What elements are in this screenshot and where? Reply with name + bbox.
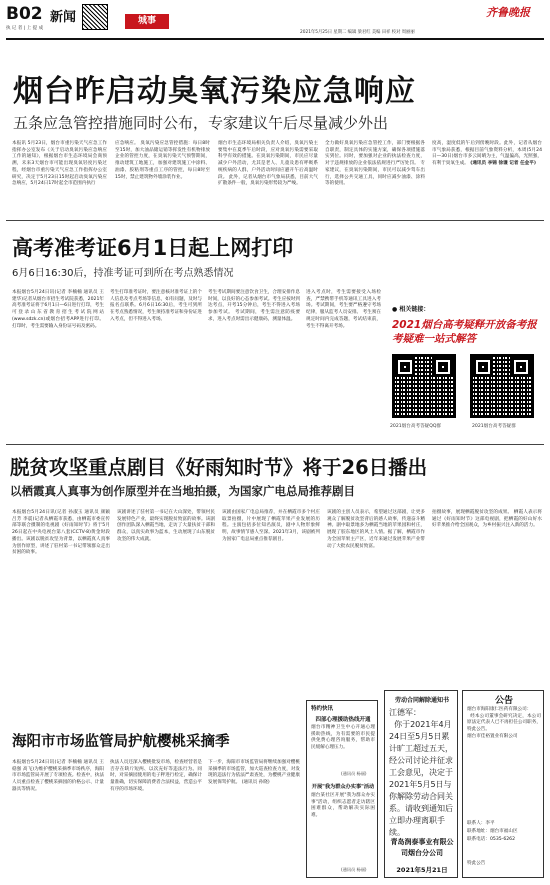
notice2-contact-phone: 联系电话：0535-6262 [467,837,516,842]
story3-col-2: 该剧讲述了驻村第一书记在大山深处，带领村民发展特色产业，最终实现脱贫致富的故事。该剧创作团队深入栖霞当地，走访了大量扶贫干部和群众，以真实故事为蓝本，生动展现了山东脱贫攻坚的伟大成就。 [117,510,215,542]
story4-col-2: 执法人员还深入樱桃批发市场，检查经营者是否存在缺斤短两、以次充好等违法行为。同时，对采摘园使用的电子秤进行检定，确保计量准确，切实保障消费者合法权益，营造公平有序的市场环境。 [110,760,202,792]
promo-label [392,304,429,313]
editor-line: 执 记 者 | 上 提 成 [6,26,44,31]
story1-col-5-text: 度高，湿度低的午后到傍晚时段。此外，记者从烟台市气象局获悉，根据目前气象资料分析，本周(5月24日—30日)烟台市多云间晴为主，气温偏高，光照强，有利于臭氧生成。 [432,141,542,167]
story1-col-2: 应急响应。 臭氧污染应急管控措施：每日8时至15时，加大油品储运销等挥发性有机物排放企业的管控力度，在臭氧污染天气预警期间，推动建筑工地施工，加强对建筑施工中涂料、油漆、胶粘剂等重点工序的管控，每日8时至15时，禁止建筑物外墙涂装作业。 [115,141,210,180]
notice2-footer: 特此公告 [467,861,486,866]
story3-col-3: 该剧由国家广电总局推荐，并在栖霞市多个村庄取景拍摄，片中展现了栖霞苹果产业发展的历程。主演包括多位知名演员，剧中人物形象鲜明，故事情节感人至深。2021年3月，该剧被列为国家广电总局重点推荐剧目。 [222,510,320,542]
story4-col-1: 本报烟台5月24日讯(记者 李楠楠 通讯员 王稳强 高飞)为维护樱桃采摘季市场秩序，海阳市市场监管局开展了专项检查。检查中，执法人员重点检查了樱桃采摘园的价格公示、计量器具等情况。 [12,760,104,792]
qr-mini [82,4,108,30]
promo-box [388,270,542,444]
bulletin-item1-text: 烟台市精神卫生中心开通心理援助热线，为有需要的市民提供免费心理咨询服务，帮助市民缓解心理压力。 [311,725,375,751]
page-number: B02 [6,4,43,24]
notice2-title: 公告 [494,696,513,706]
story2-headline: 高考准考证6月1日起上网打印 [12,236,294,260]
promo-label-text: 相关链接： [399,306,430,313]
notice2-body: 烟台市海阳康仁医药有限公司： 经本公司董事会研究决定，本公司原法定代表人已不再担任公司职务，特此公告。 烟台市佳裕置业有限公司 [467,707,541,739]
link-icon: ● [392,306,398,313]
story1-subhead: 五条应急管控措施同时公布，专家建议午后尽量减少外出 [13,114,389,132]
story3-col-4: 该剧的主创人员表示，希望通过这部剧，让更多观众了解脱贫攻坚背后的感人故事，传递奋斗精神。剧中取景地多为栖霞当地的苹果园和村庄，展现了胶东地区的风土人情。据了解，栖霞市作为全国苹果主产区，近年来通过发展苹果产业带动了大批农民脱贫致富。 [327,510,425,549]
story1-col-1: 本报讯 5月23日，烟台市重污染天气应急工作指挥办公室发布《关于启动臭氧污染应急响应工作的通知》，根据烟台市生态环境局会商预测，未来3天烟台市可能出现臭氧轻度污染过程，经烟台市重污染天气应急工作指挥办公室研究，决定于5月23日15时起启动臭氧污染应急响应，5月24日17时起全市范围内执行 [12,141,107,187]
story3-col-1: 本报烟台5月24日讯(记者 孙淑玉 通讯员 颜颖 吕芳 李震)记者从栖霞市获悉，由栖霞市委宣传部等联合摄制的电视剧《好雨知时节》将于5月26日起在中央电视台第八套(CCTV-8)黄金时段播出。该剧以脱贫攻坚为背景，以栖霞真人真事为创作原型，讲述了驻村第一书记带领群众走出贫困的故事。 [12,510,110,556]
story2-col-4: 进入考点时，考生需要接受入场检查，严禁携带手机等通讯工具进入考场。考试期间，考生要严格遵守考场纪律，服从监考人员安排。 考生须在规定时间内完成答题，考试结束前，考生不得离开考场。 [306,290,381,329]
story2-col-1: 本报烟台5月24日讯(记者 李楠楠 通讯员 王建华)记者从烟台市招生考试院获悉，2021年高考准考证将于6月1日—6日进行打印，考生可登录山东省教育招生考试院网站(www.sdzk.cn)或烟台招考APP进行打印。打印时，考生需要输入身份证号码及密码。 [12,290,104,329]
story1-col-5 [432,141,542,217]
paper-logo: 齐鲁晚报 [486,6,530,19]
bulletin-box [306,700,378,878]
story2-col-2: 考生打印准考证时，要注意核对准考证上的个人信息及考点考场等信息，如有问题，及时与报名点联系。6月6日16:30后，考生可到所在考点熟悉情况，考生须持准考证和身份证进入考点，但不得进入考场。 [110,290,202,322]
masthead [0,0,550,42]
masthead-rule [6,38,544,40]
bulletin-label: 特约快讯 [311,706,334,712]
notice2-contact-addr: 联系地址：烟台市福山区 [467,829,518,834]
section-tag: 城事 [125,14,169,29]
notice1-date: 2021年5月21日 [396,866,448,874]
story1-col-4: 全力做好臭氧污染应急管控工作，部门要根据各自职责，制定具体的实施方案，确保各项措施落实到位。同时，要加强对企业的执法检查力度，对于违规排放的企业依法依规进行严厉处罚。 专家建议，在臭氧污染期间，市民可以减少驾车出行，选择公共交通工具，同时应减少油漆、涂料等的使用。 [325,141,425,187]
story1-rule [6,220,544,221]
story3-col-5: 拍摄故事，展现栖霞脱贫攻坚的成果。 栖霞人表示将通过《好雨知时节》这部电视剧，把栖霞的好山好水好苹果推介给全国观众，为乡村振兴注入新的活力。 [432,510,542,529]
story4-headline: 海阳市市场监管局护航樱桃采摘季 [12,734,230,750]
bulletin-item2-text: 烟台某社区开展"我为群众办实事"活动，组织志愿者走访辖区困难群众，帮助解决实际困难。 [311,793,375,819]
story1-byline: (通讯员 李锦 徐谦 记者 任金平) [470,161,536,167]
story2-rule [6,444,544,445]
notice1-company: 青岛润泰事业有限公司烟台分公司 [390,838,454,857]
story4-col-3: 下一步，海阳市市场监管局将继续加强对樱桃采摘季的市场监管，加大巡查检查力度，对发现的违法行为依法严肃查处，为樱桃产业健康发展保驾护航。 (通讯员 孙晓) [208,760,300,786]
story2-subhead: 6月6日16:30后，持准考证可到所在考点熟悉情况 [12,268,234,279]
qr2-caption: 2021烟台高考答疑群 [472,424,516,429]
notice1-title: 劳动合同解除通知书 [394,697,449,704]
story1-col-3: 烟台市生态环境局相关负责人介绍，臭氧污染主要集中在夏季午后时段，应对臭氧污染需要采取科学有效的措施。在臭氧污染期间，市民应尽量减少户外活动，尤其是老人、儿童及患有呼吸系统疾病的人群，户外活动时间应避开午后高温时段。 此外，记者从烟台市气象局获悉，目前大气扩散条件一般，臭氧污染形势较为严峻。 [218,141,318,187]
story2-col-3: 考生考试期间要注意饮食卫生，合理安排作息时间，以良好的心态参加考试。考生应按时到达考点，开考15分钟后，考生不得进入考场参加考试。 考试期间，考生需注意防疫要求，进入考点时需出示健康码，测量体温。 [208,290,300,322]
date-line: 2021年5月25日 星期二 编辑 梁君红 美编 田祥 校对 周丽丽 [300,30,415,35]
notice-announcement [462,690,544,878]
notice1-body: 江德军： 你于2021年4月24日至5月5日累计旷工超过五天，经公司讨论并征求工会意见，决定于2021年5月5日与你解除劳动合同关系。请收到通知后立即办理离职手续。 [389,708,453,837]
section-name: 新闻 [50,10,77,25]
qr-code-group[interactable] [470,354,534,418]
promo-title: 2021烟台高考疑释开放备考报考疑难一站式解答 [392,319,537,345]
qr-code-qq-group[interactable] [392,354,456,418]
story1-headline: 烟台昨启动臭氧污染应急响应 [13,74,416,109]
notice2-contact-name: 联系人：李平 [467,821,495,826]
qr1-caption: 2021烟台高考答疑QQ群 [390,424,442,429]
bulletin-item1-byline: (通讯员 杨丽) [341,771,367,776]
notice-termination [384,690,458,878]
bulletin-item2-byline: (通讯员 杨丽) [341,867,367,872]
story3-headline: 脱贫攻坚重点剧目《好雨知时节》将于26日播出 [10,456,428,479]
bulletin-item1-title: 四部心理援助热线开通 [315,717,371,723]
story3-subhead: 以栖霞真人真事为创作原型并在当地拍摄，为国家广电总局推荐剧目 [10,484,355,498]
bulletin-item2-title: 开展"我为群众办实事"活动 [311,784,375,790]
